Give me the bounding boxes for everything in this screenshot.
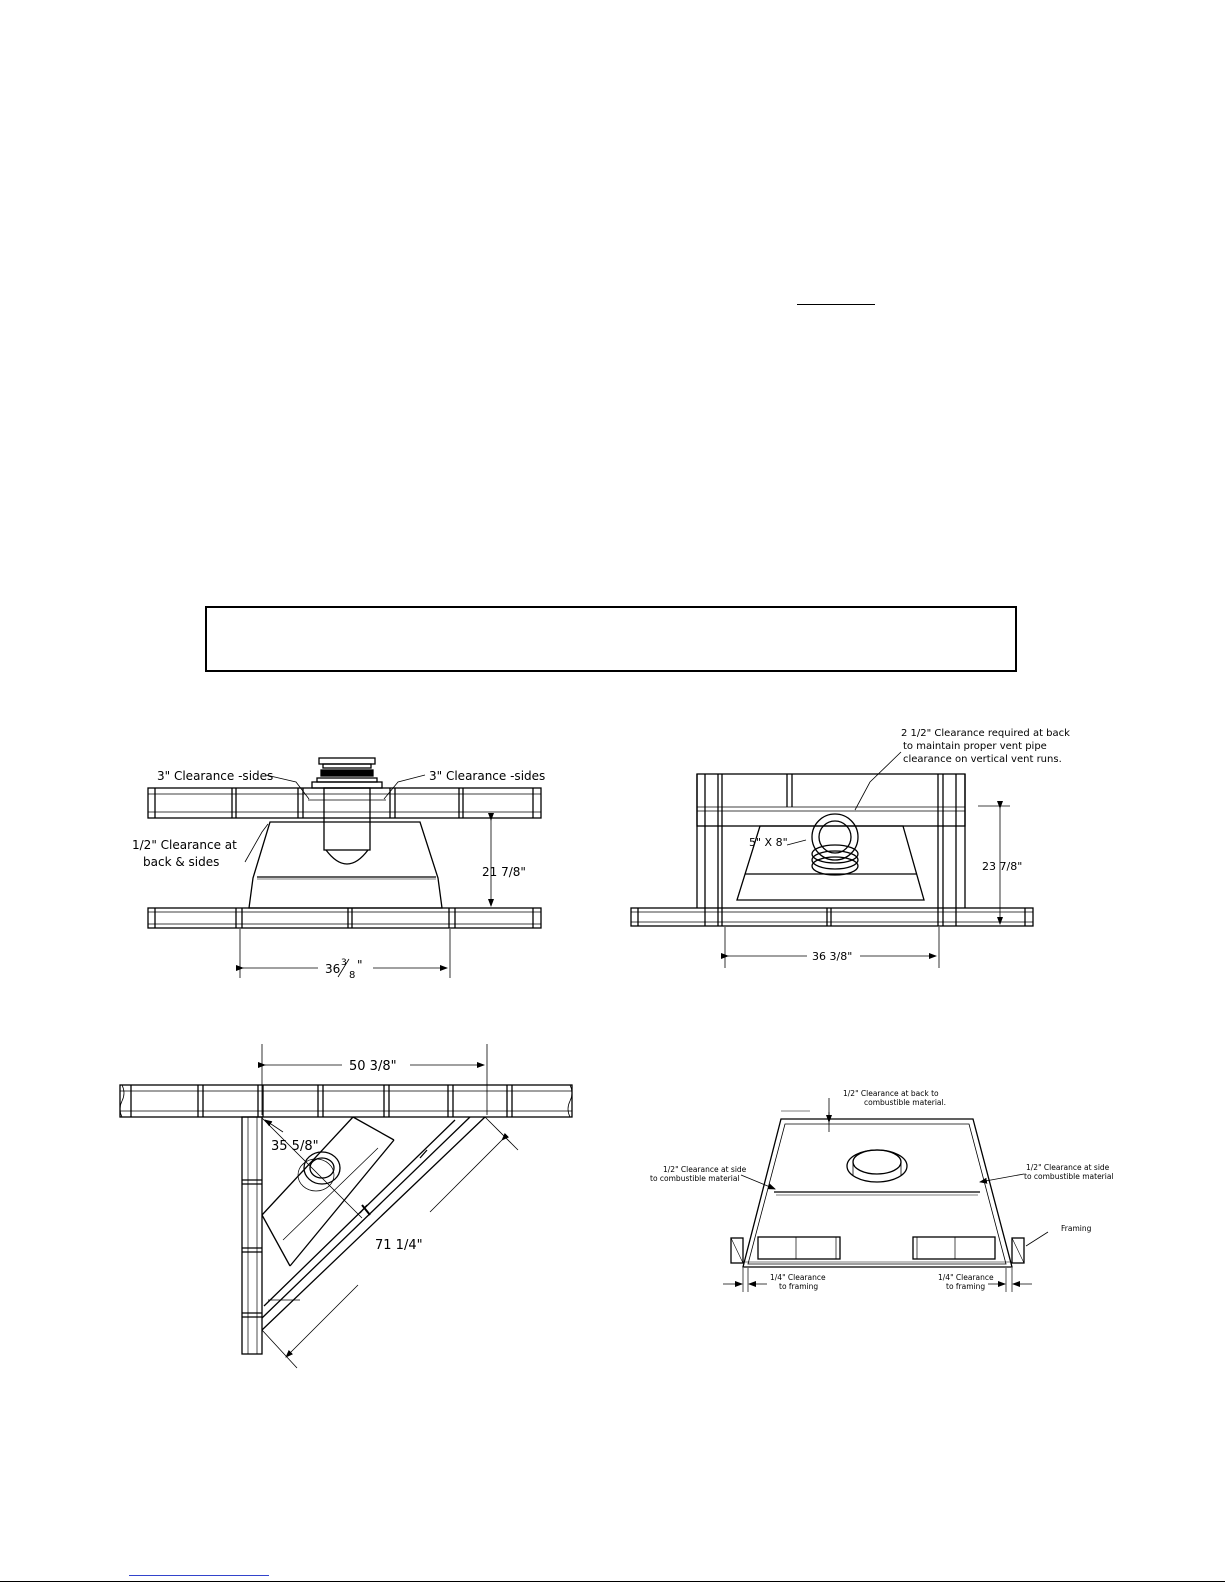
- top-left-note-2: to combustible material: [650, 1174, 740, 1183]
- top-framing-label: Framing: [1061, 1224, 1092, 1233]
- top-bottom-left-note-2: to framing: [779, 1282, 819, 1291]
- front-width-dimension-numerator: 3: [341, 958, 347, 968]
- side-height-dimension: 23 7/8": [982, 860, 1023, 873]
- corner-face-dimension: 71 1/4": [375, 1238, 423, 1253]
- top-bottom-right-note-1: 1/4" Clearance: [938, 1273, 994, 1282]
- top-back-note-2: combustible material.: [864, 1098, 946, 1107]
- side-width-dimension: 36 3/8": [812, 950, 853, 963]
- top-left-note-1: 1/2" Clearance at side: [663, 1165, 747, 1174]
- corner-view-figure: [120, 1044, 572, 1368]
- top-bottom-right-note-2: to framing: [946, 1282, 986, 1291]
- front-clearance-right-label: 3" Clearance -sides: [429, 769, 546, 783]
- side-vent-size-label: 5" X 8": [749, 836, 788, 849]
- top-back-note-1: 1/2" Clearance at back to: [843, 1089, 939, 1098]
- front-width-dimension-unit: ": [357, 958, 363, 972]
- side-note-line-3: clearance on vertical vent runs.: [903, 754, 1062, 765]
- corner-view-labels: [271, 1059, 423, 1253]
- side-view-labels: [749, 728, 1070, 963]
- front-view-labels: [132, 769, 545, 981]
- front-width-dimension-denominator: 8: [349, 970, 356, 981]
- top-right-note-1: 1/2" Clearance at side: [1026, 1163, 1110, 1172]
- front-width-dimension-whole: 36: [325, 962, 341, 976]
- top-bottom-left-note-1: 1/4" Clearance: [770, 1273, 826, 1282]
- front-back-clearance-label-1: 1/2" Clearance at: [132, 838, 237, 852]
- side-note-line-1: 2 1/2" Clearance required at back: [901, 728, 1070, 739]
- corner-wall-dimension: 50 3/8": [349, 1059, 397, 1074]
- front-height-dimension: 21 7/8": [482, 865, 526, 879]
- corner-depth-dimension: 35 5/8": [271, 1139, 319, 1154]
- side-note-line-2: to maintain proper vent pipe: [903, 741, 1047, 752]
- front-clearance-left-label: 3" Clearance -sides: [157, 769, 274, 783]
- front-back-clearance-label-2: back & sides: [143, 855, 220, 869]
- top-right-note-2: to combustible material: [1024, 1172, 1114, 1181]
- top-view-figure: [723, 1098, 1048, 1292]
- side-view-figure: [631, 752, 1033, 968]
